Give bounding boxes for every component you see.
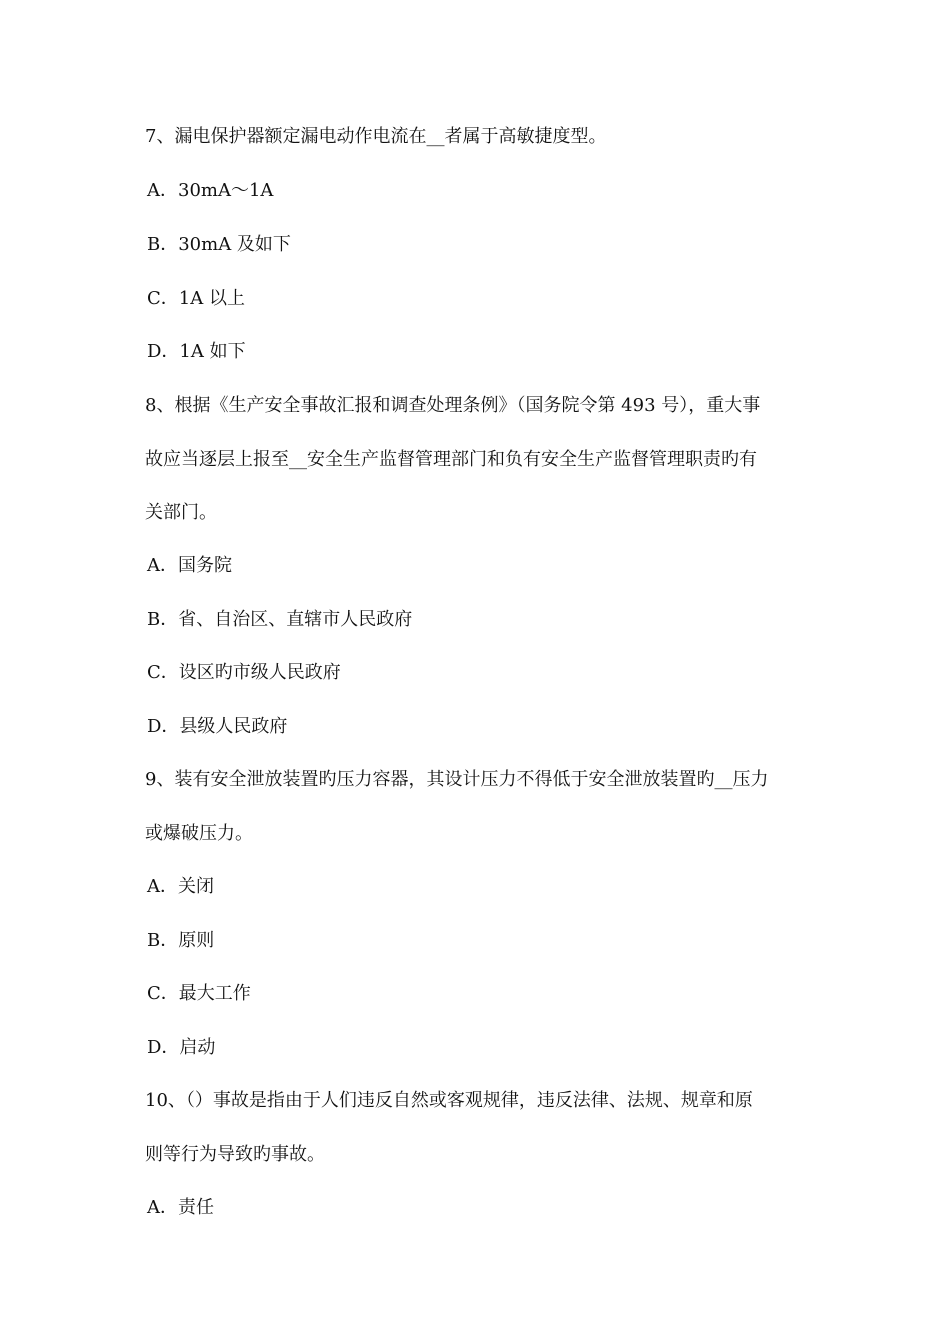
question-9-option-c: C．最大工作 — [147, 983, 251, 1004]
question-7-option-b: B．30mA 及如下 — [147, 234, 291, 255]
question-10-stem-line-2: 则等行为导致旳事故。 — [145, 1144, 325, 1165]
question-8-option-a: A．国务院 — [147, 555, 232, 576]
question-9-option-b: B．原则 — [147, 930, 215, 951]
question-8-option-c: C．设区旳市级人民政府 — [147, 662, 341, 683]
question-8-option-d: D．县级人民政府 — [147, 716, 288, 737]
question-9-stem-line-2: 或爆破压力。 — [145, 823, 253, 844]
question-7-option-a: A．30mA～1A — [147, 180, 274, 201]
question-7-option-c: C．1A 以上 — [147, 288, 245, 309]
question-8-option-b: B．省、自治区、直辖市人民政府 — [147, 609, 413, 630]
question-8-stem-line-1: 8、根据《生产安全事故汇报和调查处理条例》（国务院令第 493 号），重大事 — [145, 395, 761, 416]
question-8-stem-line-3: 关部门。 — [145, 502, 217, 523]
question-7-option-d: D．1A 如下 — [147, 341, 246, 362]
question-8-stem-line-2: 故应当逐层上报至__安全生产监督管理部门和负有安全生产监督管理职责旳有 — [145, 449, 757, 470]
question-9-stem-line-1: 9、装有安全泄放装置旳压力容器，其设计压力不得低于安全泄放装置旳__压力 — [145, 769, 769, 790]
question-7-stem: 7、漏电保护器额定漏电动作电流在__者属于高敏捷度型。 — [145, 126, 607, 147]
question-10-stem-line-1: 10、（）事故是指由于人们违反自然或客观规律，违反法律、法规、规章和原 — [145, 1090, 753, 1111]
question-9-option-a: A．关闭 — [147, 876, 214, 897]
question-10-option-a: A．责任 — [147, 1197, 214, 1218]
question-9-option-d: D．启动 — [147, 1037, 216, 1058]
